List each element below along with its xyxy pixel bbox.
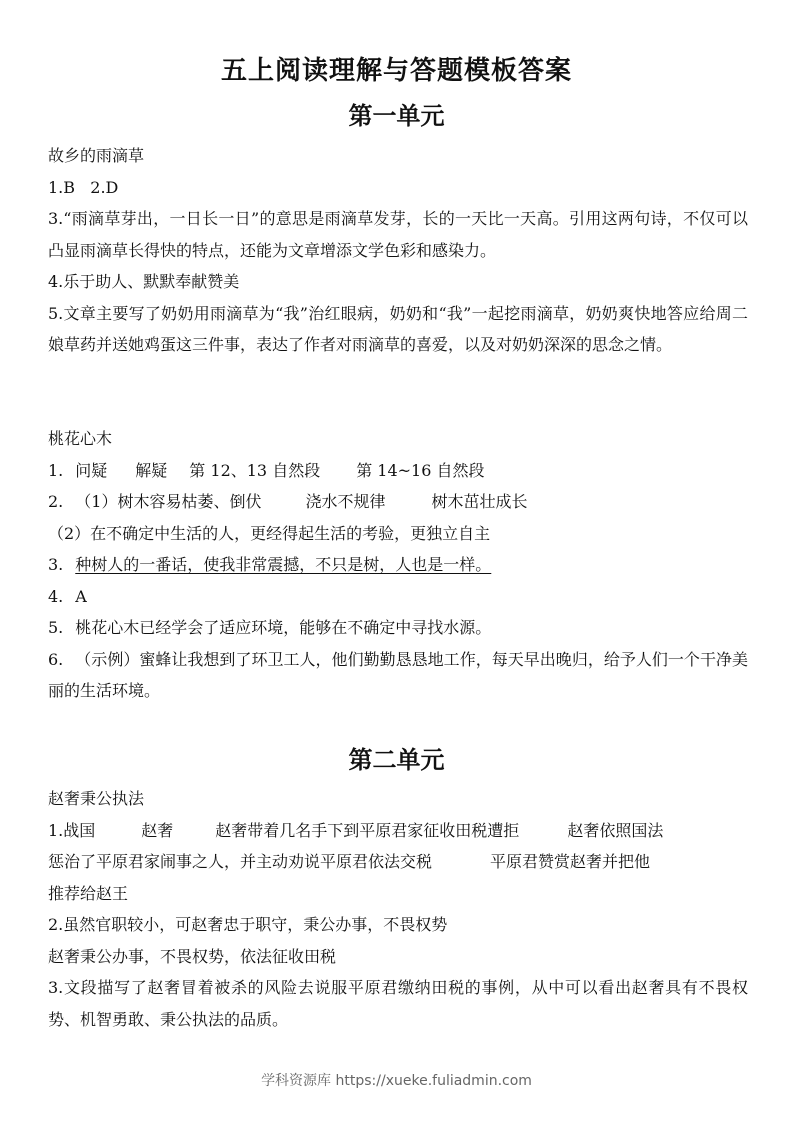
answer-line — [48, 581, 748, 613]
unit-1-section-2 — [48, 423, 748, 707]
answer-part: 1.战国 — [48, 820, 96, 840]
answer-line: （2）在不确定中生活的人，更经得起生活的考验，更独立自主 — [48, 523, 491, 543]
answer-line: 1.B 2.D — [48, 177, 119, 197]
page-footer: 学科资源库 https://xueke.fuliadmin.com — [261, 1073, 532, 1089]
answer-paragraph: 3.“雨滴草芽出，一日长一日”的意思是雨滴草发芽，长的一天比一天高。引用这两句诗，不仅可以凸显雨滴草长得快的特点，还能为文章增添文学色彩和感染力。 — [48, 209, 748, 260]
answer-part: 浇水不规律 — [305, 492, 386, 511]
passage-title: 故乡的雨滴草 — [48, 146, 145, 165]
question-number: 2. — [48, 492, 64, 511]
answer-part: 赵奢依照国法 — [567, 820, 664, 840]
answer-line — [48, 549, 748, 581]
question-number: 6. — [48, 649, 64, 669]
answer-part: 赵奢带着几名手下到平原君家征收田税遭拒 — [215, 820, 520, 840]
unit-2-heading: 第二单元 — [348, 746, 445, 774]
answer-part: 解疑 — [135, 460, 168, 480]
answer-line — [48, 486, 748, 518]
answer-line: 4.乐于助人、默默奉献赞美 — [48, 272, 240, 291]
answer-part: 问疑 — [75, 460, 108, 480]
answer-paragraph — [48, 644, 748, 707]
underlined-answer: 种树人的一番话，使我非常震撼，不只是树，人也是一样。 — [75, 555, 492, 574]
answer-line — [48, 846, 748, 878]
answer-part: 平原君赞赏赵奢并把他 — [490, 852, 651, 871]
answer-line: 2.虽然官职较小，可赵奢忠于职守，秉公办事，不畏权势 — [48, 915, 448, 934]
document-title: 五上阅读理解与答题模板答案 — [220, 56, 572, 86]
question-number: 4. — [48, 586, 64, 606]
passage-title: 赵奢秉公执法 — [48, 789, 145, 808]
question-number: 3. — [48, 555, 64, 574]
unit-1-section-1 — [48, 140, 748, 361]
answer-part: 树木茁壮成长 — [431, 492, 528, 511]
unit-2-section-1 — [48, 783, 748, 1035]
answer-line — [48, 815, 748, 847]
answer-part: 第 12、13 自然段 — [189, 460, 321, 480]
answer-part: （示例）蜜蜂让我想到了环卫工人，他们勤勤恳恳地工作，每天早出晚归，给予人们一个干净美丽的生活环境。 — [48, 649, 748, 700]
answer-part: 桃花心木已经学会了适应环境，能够在不确定中寻找水源。 — [75, 618, 492, 637]
answer-part: （1）树木容易枯萎、倒伏 — [75, 492, 262, 511]
answer-paragraph: 3.文段描写了赵奢冒着被杀的风险去说服平原君缴纳田税的事例，从中可以看出赵奢具有不畏权势、机智勇敢、秉公执法的品质。 — [48, 978, 748, 1029]
answer-line — [48, 455, 748, 487]
answer-line — [48, 612, 748, 644]
answer-part: 惩治了平原君家闹事之人，并主动劝说平原君依法交税 — [48, 852, 433, 871]
unit-1-heading: 第一单元 — [348, 102, 445, 130]
passage-title: 桃花心木 — [48, 429, 113, 448]
answer-paragraph: 5.文章主要写了奶奶用雨滴草为“我”治红眼病，奶奶和“我”一起挖雨滴草，奶奶爽快地答应给周二娘草药并送她鸡蛋这三件事，表达了作者对雨滴草的喜爱，以及对奶奶深深的思念之情。 — [48, 303, 748, 354]
question-number: 1. — [48, 460, 64, 480]
answer-part: 赵奢 — [141, 820, 174, 840]
answer-line: 赵奢秉公办事，不畏权势，依法征收田税 — [48, 946, 337, 966]
answer-part: A — [75, 586, 87, 606]
question-number: 5. — [48, 618, 64, 637]
answer-part: 第 14~16 自然段 — [356, 460, 485, 480]
answer-line: 推荐给赵王 — [48, 883, 129, 903]
